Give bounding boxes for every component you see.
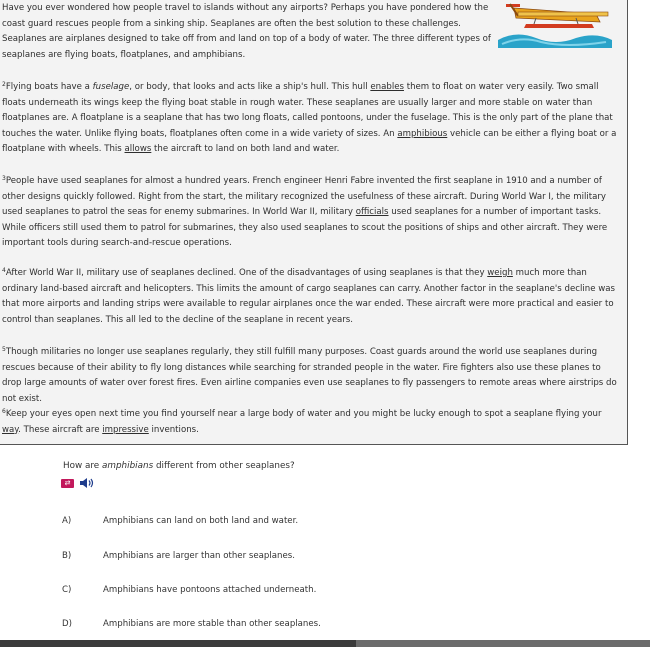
paragraph-text: People have used seaplanes for almost a hundred years. French engineer Henri Fabre invented the first seaplane in 1910 and a number of other designs quickly followed. Right from the start, the military recognized the usefulness of these aircraft. During World War I, the military used seaplanes to patrol the seas for enemy submarines. In World War II, military [2,176,606,218]
paragraph-text: inventions. [148,424,199,435]
paragraph-text: vehicle can be either a flying boat or a floatplane with wheels. This [2,128,617,155]
vocab-link-amphibious[interactable]: amphibious [397,128,448,139]
paragraph-text: Though militaries no longer use seaplanes regularly, they still fulfill many purposes. Coast guards around the world use seaplanes during rescues because of their ability to fly long distances while searching for stranded people in the water. Fire fighters also use these planes to drop large amounts of water over forest fires. Even airline companies even use seaplanes to fly passengers to remote areas where airstrips do not exist. [2,347,617,404]
bottom-toolbar [0,640,650,647]
paragraph-text: the aircraft to land on both land and water. [151,144,340,155]
choice-a-letter[interactable]: A) [62,516,72,526]
question-text: How are [63,461,103,471]
term-fuselage: fuselage [92,82,130,92]
vocab-link-allows[interactable]: allows [124,144,152,155]
paragraph-text: used seaplanes for a number of important tasks. While officers still used them to patrol for submarines, they also used seaplanes to scout the positions of ships and other aircraft. They were important tools during search-and-rescue operations. [2,207,608,249]
paragraph-text: them to float on water very easily. Two small floats underneath its wings keep the flying boat stable in rough water. These seaplanes are usually larger and more stable on water than floatplanes are. A floatplane is a seaplane that has two long floats, called pontoons, under the fuselage. This is the only part of the plane that touches the water. Unlike flying boats, floatplanes often come in a wide variety of sizes. An [2,82,613,139]
paragraph-text: After World War II, military use of seaplanes declined. One of the disadvantages of using seaplanes is that they [5,268,488,278]
paragraph-text: Flying boats have a [5,82,93,92]
paragraph-number: 6 [2,408,6,415]
paragraph-number: 5 [2,346,6,353]
paragraph-1-text: Have you ever wondered how people travel to islands without any airports? Perhaps you have pondered how the coast guard rescues people from a sinking ship. Seaplanes are often the best solution to these challenges. Seaplanes are airplanes designed to take off from and land on top of a body of water. The three different types of seaplanes are flying boats, floatplanes, and amphibians. [2,3,491,60]
paragraph-4 [2,266,620,328]
bottom-toolbar-segment [356,640,650,647]
paragraph-3 [2,174,620,252]
choice-d-letter[interactable]: D) [62,619,72,629]
choice-b-letter[interactable]: B) [62,551,72,561]
choice-d-text[interactable]: Amphibians are more stable than other seaplanes. [103,619,321,629]
paragraph-5 [2,345,620,407]
question-prompt [63,461,295,471]
choice-c-letter[interactable]: C) [62,585,72,595]
speaker-icon[interactable] [79,476,95,490]
vocab-link-officials[interactable]: officials [355,207,389,218]
vocab-link-way[interactable]: way [2,424,19,435]
vocab-link-enables[interactable]: enables [370,82,404,92]
paragraph-number: 4 [2,267,6,274]
choice-b-text[interactable]: Amphibians are larger than other seaplanes. [103,551,295,561]
vocab-link-weigh[interactable]: weigh [487,268,513,278]
paragraph-number: 3 [2,175,6,182]
choice-c-text[interactable]: Amphibians have pontoons attached underneath. [103,585,317,595]
paragraph-1 [2,1,492,63]
seaplane-illustration [496,0,614,48]
paragraph-text: , or body, that looks and acts like a ship's hull. This hull [129,82,371,92]
paragraph-2 [2,80,620,158]
vocab-link-impressive[interactable]: impressive [102,424,149,435]
paragraph-text: . These aircraft are [18,424,103,435]
paragraph-6 [2,407,620,438]
translate-icon[interactable] [61,479,74,488]
translate-glyph: ⇄ [64,479,71,487]
question-emphasis: amphibians [102,461,154,471]
question-text: different from other seaplanes? [153,461,295,471]
paragraph-text: much more than ordinary land-based aircraft and helicopters. This limits the amount of cargo seaplanes can carry. Another factor in the seaplane's decline was that more airports and landing strips were available to regular airplanes once the war ended. These aircraft were more practical and easier to control than seaplanes. This all led to the decline of the seaplane in recent years. [2,268,615,325]
paragraph-number: 2 [2,81,6,88]
choice-a-text[interactable]: Amphibians can land on both land and water. [103,516,299,526]
paragraph-text: Keep your eyes open next time you find yourself near a large body of water and you might be lucky enough to spot a seaplane flying your [5,409,602,419]
